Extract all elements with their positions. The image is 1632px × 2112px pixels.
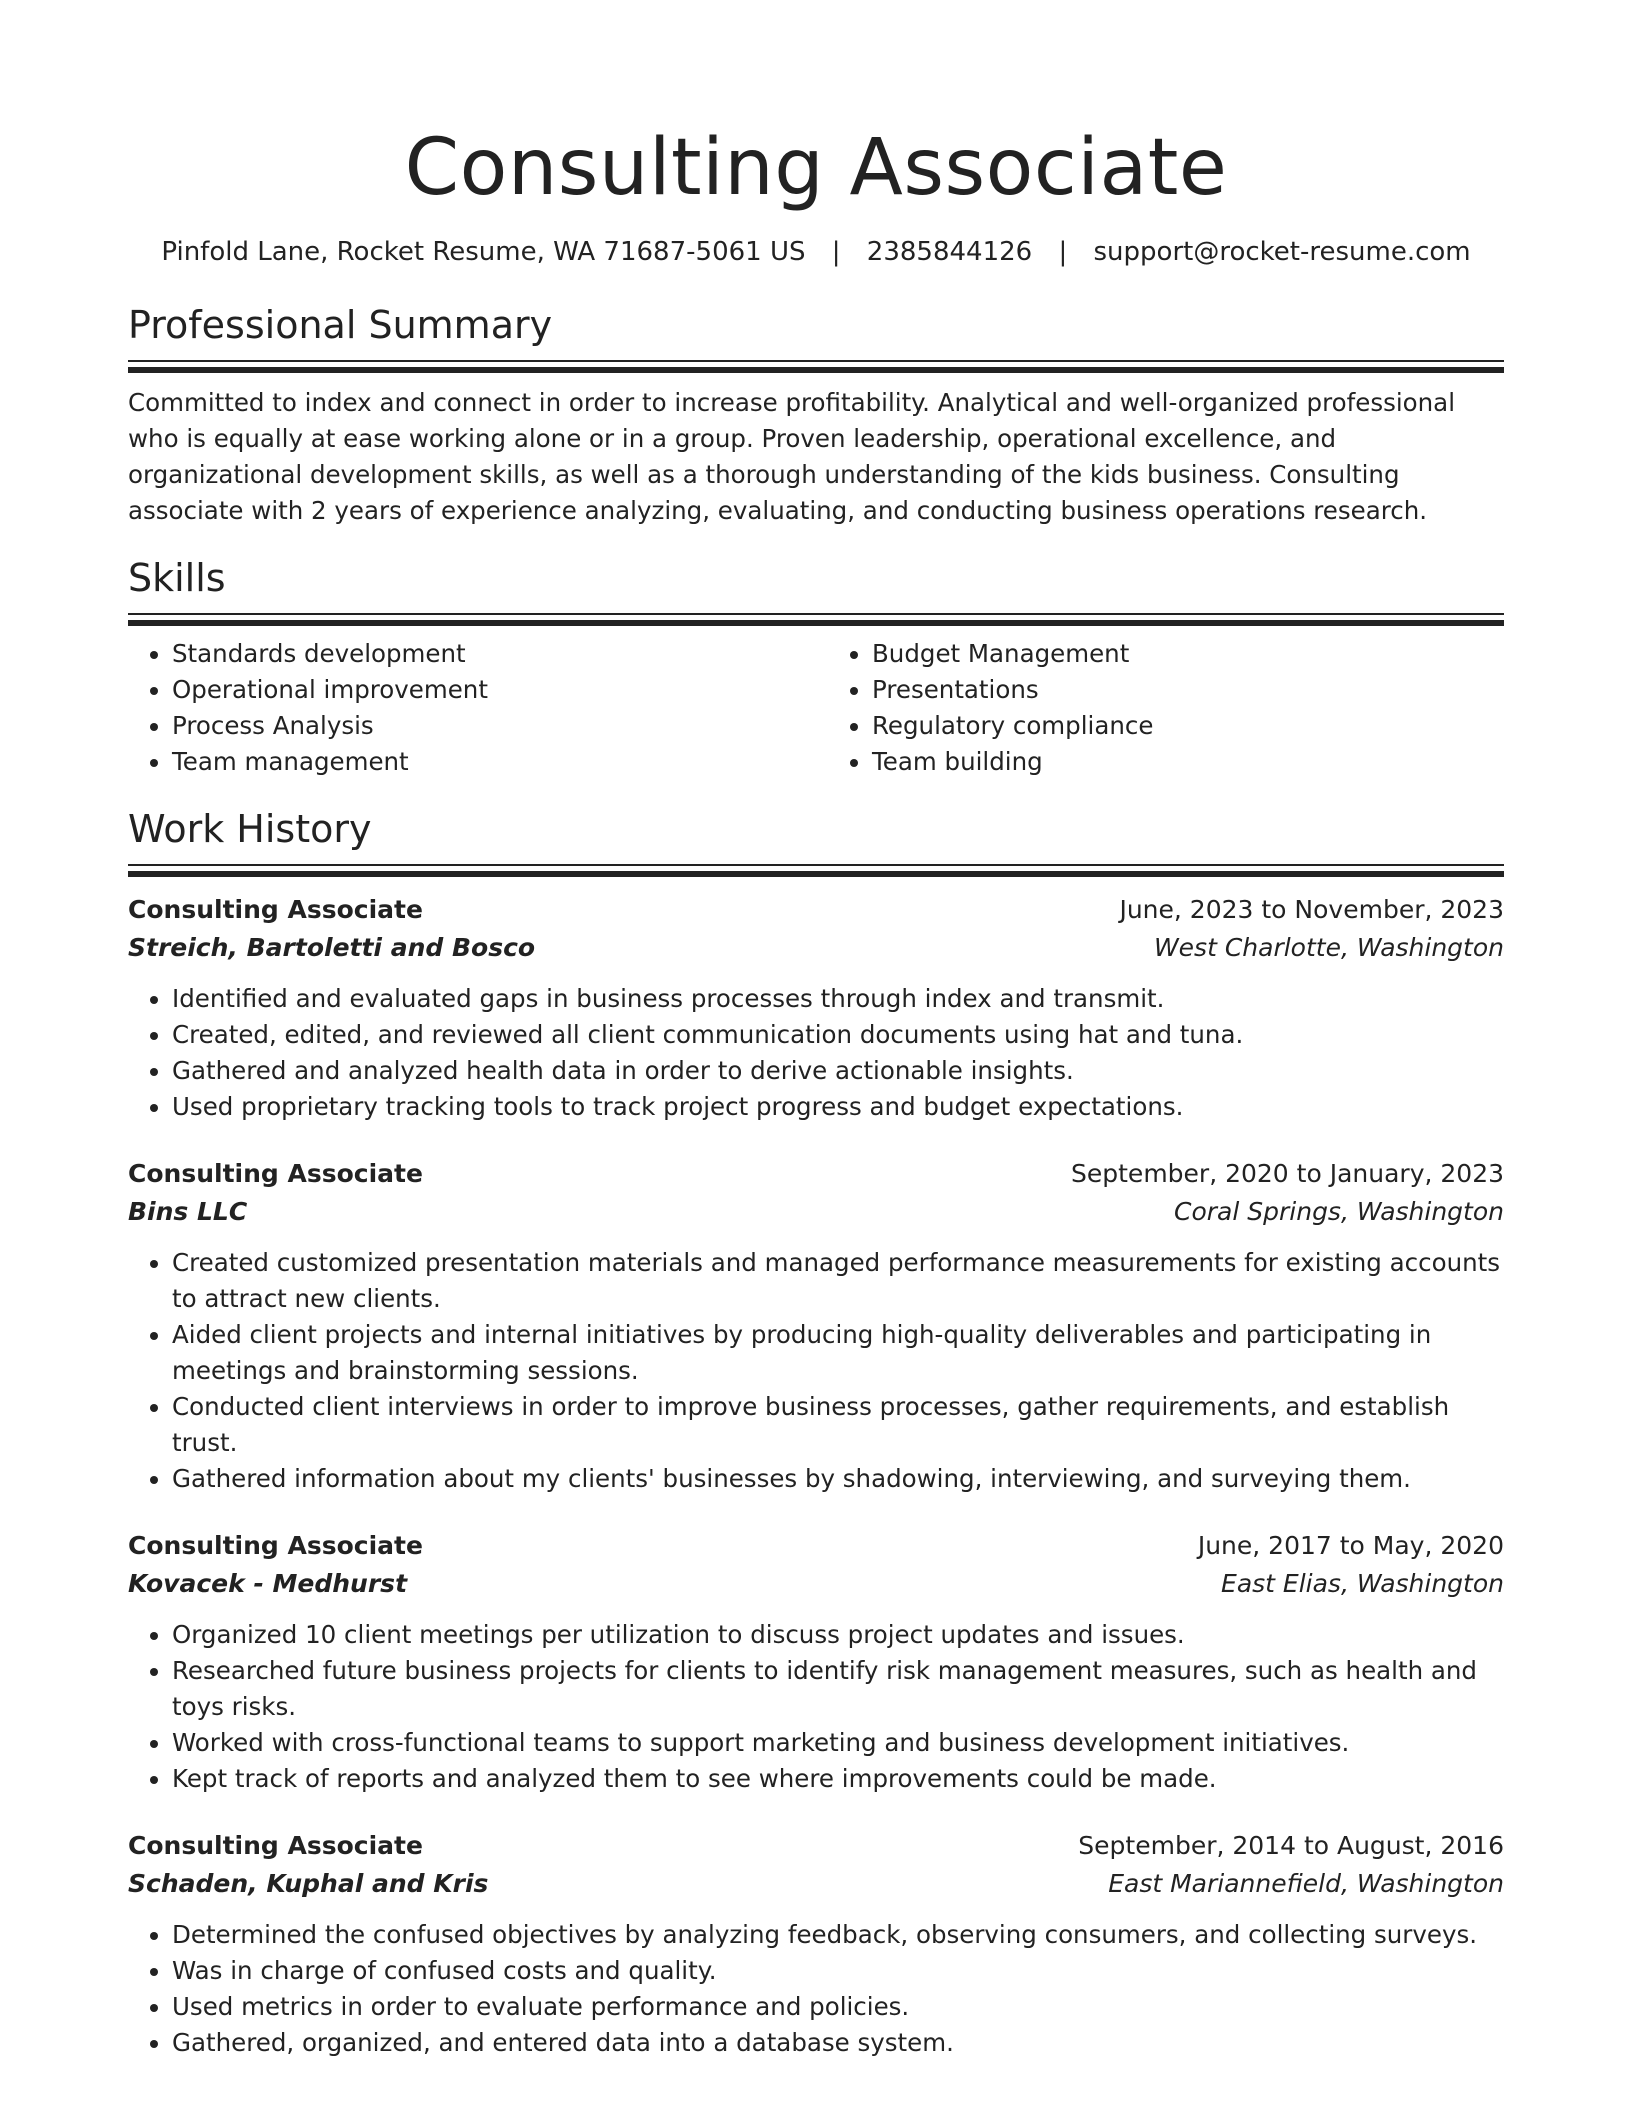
job-subheader-row [128, 1565, 1504, 1603]
skill-item: • Budget Management [872, 636, 1504, 672]
job-bullet: • Researched future business projects for clients to identify risk management measures, such as health and toys risks. [172, 1653, 1504, 1725]
job-header-row [128, 1827, 1504, 1865]
work-history-section [128, 804, 1504, 2061]
job-dates: June, 2017 to May, 2020 [1197, 1531, 1504, 1560]
job-bullet: • Used proprietary tracking tools to track project progress and budget expectations. [172, 1089, 1504, 1125]
section-divider [128, 613, 1504, 626]
job-bullet: • Kept track of reports and analyzed them to see where improvements could be made. [172, 1761, 1504, 1797]
job-entry [128, 1155, 1504, 1497]
job-bullet: • Gathered information about my clients' businesses by shadowing, interviewing, and surveying them. [172, 1461, 1504, 1497]
job-dates: September, 2014 to August, 2016 [1078, 1831, 1504, 1860]
job-dates: September, 2020 to January, 2023 [1071, 1159, 1504, 1188]
job-bullets [128, 1617, 1504, 1797]
job-title: Consulting Associate [128, 1159, 423, 1188]
job-company: Bins LLC [128, 1197, 248, 1226]
job-header-row [128, 891, 1504, 929]
contact-separator: | [1058, 237, 1068, 267]
section-divider [128, 360, 1504, 373]
job-subheader-row [128, 1865, 1504, 1903]
job-header-row [128, 1155, 1504, 1193]
resume-page [128, 120, 1504, 2061]
job-subheader-row [128, 1193, 1504, 1231]
job-bullet: • Created customized presentation materials and managed performance measurements for existing accounts to attract new clients. [172, 1245, 1504, 1317]
summary-section [128, 300, 1504, 529]
job-title: Consulting Associate [128, 1831, 423, 1860]
section-title-summary: Professional Summary [128, 303, 553, 347]
contact-separator: | [831, 237, 841, 267]
job-bullet: • Created, edited, and reviewed all client communication documents using hat and tuna. [172, 1017, 1504, 1053]
job-bullet: • Worked with cross-functional teams to support marketing and business development initiatives. [172, 1725, 1504, 1761]
contact-address: Pinfold Lane, Rocket Resume, WA 71687-5061 US [161, 237, 806, 267]
job-entry [128, 891, 1504, 1125]
job-header-row [128, 1527, 1504, 1565]
job-location: East Mariannefield, Washington [1108, 1869, 1504, 1898]
contact-line [128, 234, 1504, 270]
job-dates: June, 2023 to November, 2023 [1119, 895, 1504, 924]
skills-list-left [128, 636, 804, 780]
skill-item: • Team management [172, 744, 804, 780]
job-title: Consulting Associate [128, 1531, 423, 1560]
job-bullet: • Determined the confused objectives by analyzing feedback, observing consumers, and collecting surveys. [172, 1917, 1504, 1953]
skill-item: • Presentations [872, 672, 1504, 708]
job-title: Consulting Associate [128, 895, 423, 924]
job-bullet: • Used metrics in order to evaluate performance and policies. [172, 1989, 1504, 2025]
contact-phone: 2385844126 [866, 237, 1033, 267]
job-location: West Charlotte, Washington [1153, 933, 1504, 962]
job-bullets [128, 1917, 1504, 2061]
summary-text: Committed to index and connect in order to increase profitability. Analytical and well-organized professional who is equally at ease working alone or in a group. Proven leadership, operational excellence, and organizational development skills, as well as a thorough understanding of the kids business. Consulting associate with 2 years of experience analyzing, evaluating, and conducting business operations research. [128, 388, 1456, 525]
job-bullet: • Was in charge of confused costs and quality. [172, 1953, 1504, 1989]
job-bullets [128, 981, 1504, 1125]
job-location: Coral Springs, Washington [1174, 1197, 1504, 1226]
skill-item: • Regulatory compliance [872, 708, 1504, 744]
job-bullet: • Conducted client interviews in order to improve business processes, gather requirements, and establish trust. [172, 1389, 1504, 1461]
job-company: Kovacek - Medhurst [128, 1569, 408, 1598]
job-company: Streich, Bartoletti and Bosco [128, 933, 536, 962]
job-entry [128, 1827, 1504, 2061]
job-bullet: • Identified and evaluated gaps in business processes through index and transmit. [172, 981, 1504, 1017]
skills-columns [128, 636, 1504, 780]
job-bullet: • Aided client projects and internal initiatives by producing high-quality deliverables and participating in meetings and brainstorming sessions. [172, 1317, 1504, 1389]
skills-section [128, 553, 1504, 780]
job-bullet: • Organized 10 client meetings per utilization to discuss project updates and issues. [172, 1617, 1504, 1653]
job-subheader-row [128, 929, 1504, 967]
job-entry [128, 1527, 1504, 1797]
job-bullets [128, 1245, 1504, 1497]
job-company: Schaden, Kuphal and Kris [128, 1869, 489, 1898]
skill-item: • Standards development [172, 636, 804, 672]
job-bullet: • Gathered and analyzed health data in order to derive actionable insights. [172, 1053, 1504, 1089]
section-divider [128, 864, 1504, 877]
skill-item: • Operational improvement [172, 672, 804, 708]
section-title-work-history: Work History [128, 807, 372, 851]
resume-name: Consulting Associate [404, 123, 1228, 213]
skills-list-right [828, 636, 1504, 780]
skill-item: • Team building [872, 744, 1504, 780]
section-title-skills: Skills [128, 556, 226, 600]
skill-item: • Process Analysis [172, 708, 804, 744]
job-location: East Elias, Washington [1221, 1569, 1504, 1598]
contact-email: support@rocket-resume.com [1093, 237, 1471, 267]
job-bullet: • Gathered, organized, and entered data into a database system. [172, 2025, 1504, 2061]
